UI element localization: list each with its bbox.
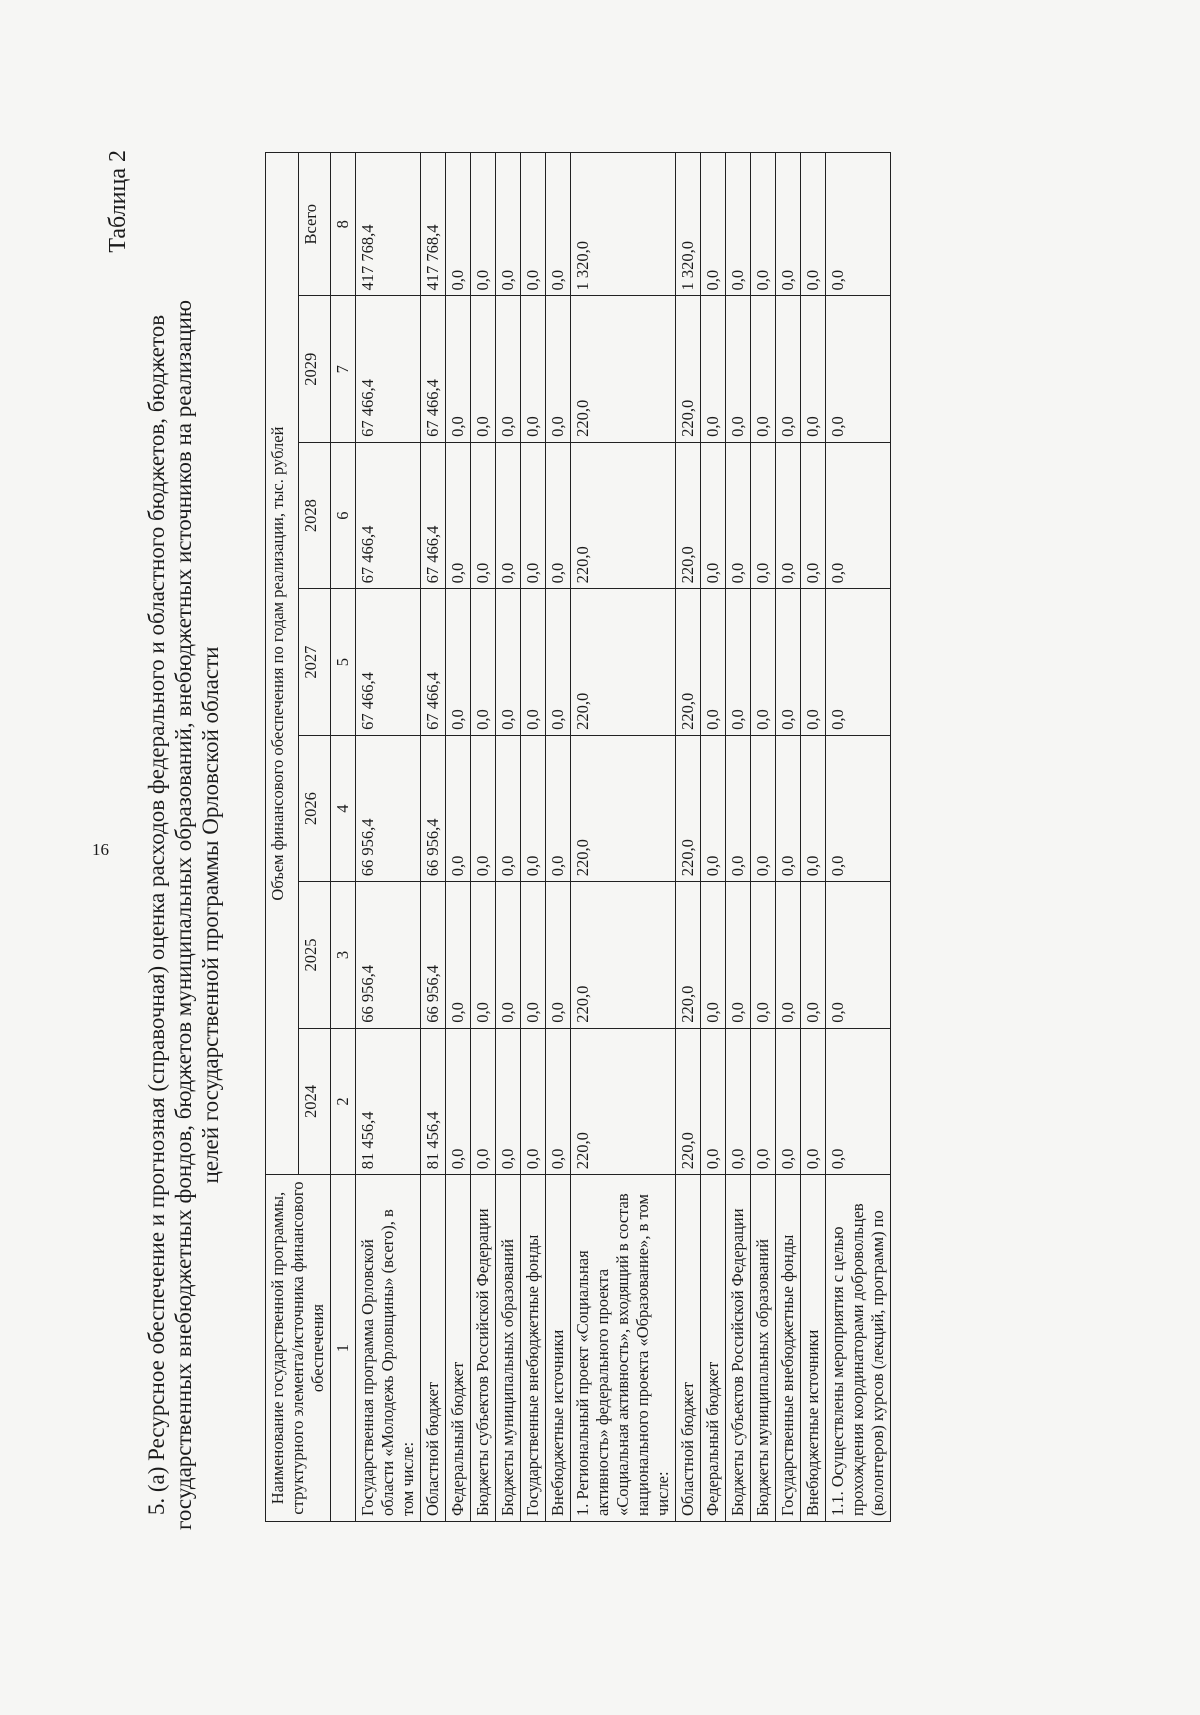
total-header: Всего: [298, 153, 331, 296]
table-row: [571, 153, 676, 1522]
row-total: 1 320,0: [571, 153, 676, 296]
row-name: Областной бюджет: [676, 1175, 701, 1522]
row-value: 0,0: [726, 442, 751, 588]
row-value: 220,0: [676, 882, 701, 1028]
row-value: 0,0: [701, 589, 726, 735]
row-name: Государственные внебюджетные фонды: [521, 1175, 546, 1522]
row-value: 0,0: [776, 1028, 801, 1174]
table-row: [751, 153, 776, 1522]
row-value: 0,0: [701, 442, 726, 588]
row-total: 417 768,4: [356, 153, 421, 296]
table-row: [446, 153, 471, 1522]
financing-group-header: Объем финансового обеспечения по годам реализации, тыс. рублей: [266, 153, 299, 1175]
row-value: 67 466,4: [421, 296, 446, 442]
row-value: 0,0: [826, 882, 891, 1028]
year-header: 2028: [298, 442, 331, 588]
row-value: 0,0: [826, 735, 891, 881]
row-value: 220,0: [571, 296, 676, 442]
row-value: 66 956,4: [356, 882, 421, 1028]
table-row: [421, 153, 446, 1522]
row-value: 0,0: [446, 735, 471, 881]
row-value: 0,0: [801, 735, 826, 881]
row-value: 0,0: [546, 296, 571, 442]
resource-table: [265, 152, 891, 1522]
row-value: 0,0: [446, 882, 471, 1028]
row-total: 1 320,0: [676, 153, 701, 296]
row-value: 0,0: [776, 589, 801, 735]
row-value: 0,0: [751, 1028, 776, 1174]
row-value: 0,0: [751, 296, 776, 442]
row-value: 0,0: [446, 1028, 471, 1174]
row-value: 0,0: [471, 589, 496, 735]
row-name: Бюджеты муниципальных образований: [751, 1175, 776, 1522]
year-header: 2025: [298, 882, 331, 1028]
row-name: Федеральный бюджет: [701, 1175, 726, 1522]
row-value: 0,0: [701, 1028, 726, 1174]
row-value: 0,0: [826, 1028, 891, 1174]
row-value: 0,0: [521, 589, 546, 735]
row-value: 0,0: [726, 296, 751, 442]
row-value: 0,0: [801, 589, 826, 735]
row-value: 220,0: [676, 1028, 701, 1174]
row-value: 0,0: [546, 589, 571, 735]
row-total: 0,0: [701, 153, 726, 296]
row-value: 66 956,4: [421, 735, 446, 881]
table-row: [546, 153, 571, 1522]
row-name: Внебюджетные источники: [801, 1175, 826, 1522]
row-value: 0,0: [776, 735, 801, 881]
row-value: 67 466,4: [356, 296, 421, 442]
row-value: 0,0: [826, 296, 891, 442]
year-header: 2026: [298, 735, 331, 881]
row-total: 417 768,4: [421, 153, 446, 296]
header-row-group: [266, 153, 299, 1522]
row-total: 0,0: [826, 153, 891, 296]
row-value: 0,0: [701, 296, 726, 442]
row-value: 0,0: [546, 882, 571, 1028]
row-name: Федеральный бюджет: [446, 1175, 471, 1522]
row-value: 0,0: [446, 442, 471, 588]
row-total: 0,0: [446, 153, 471, 296]
row-name: Государственная программа Орловской области «Молодежь Орловщины» (всего), в том числе:: [356, 1175, 421, 1522]
row-value: 0,0: [726, 735, 751, 881]
row-value: 0,0: [801, 296, 826, 442]
row-value: 66 956,4: [356, 735, 421, 881]
row-value: 0,0: [521, 882, 546, 1028]
year-header: 2024: [298, 1028, 331, 1174]
row-total: 0,0: [801, 153, 826, 296]
year-header: 2029: [298, 296, 331, 442]
row-value: 66 956,4: [421, 882, 446, 1028]
row-value: 0,0: [521, 296, 546, 442]
row-value: 0,0: [751, 442, 776, 588]
row-value: 0,0: [471, 296, 496, 442]
row-value: 0,0: [496, 882, 521, 1028]
row-total: 0,0: [751, 153, 776, 296]
row-total: 0,0: [546, 153, 571, 296]
row-value: 0,0: [776, 442, 801, 588]
name-column-header: Наименование государственной программы, структурного элемента/источника финансового обеспечения: [266, 1175, 331, 1522]
table-row: [701, 153, 726, 1522]
table-label: Таблица 2: [105, 150, 131, 253]
row-value: 0,0: [776, 882, 801, 1028]
row-value: 81 456,4: [421, 1028, 446, 1174]
row-value: 0,0: [546, 735, 571, 881]
row-value: 0,0: [496, 296, 521, 442]
row-name: Бюджеты субъектов Российской Федерации: [726, 1175, 751, 1522]
table-row: [826, 153, 891, 1522]
row-value: 0,0: [726, 589, 751, 735]
row-value: 0,0: [471, 1028, 496, 1174]
table-row: [801, 153, 826, 1522]
row-value: 0,0: [751, 882, 776, 1028]
row-value: 67 466,4: [356, 442, 421, 588]
row-value: 0,0: [826, 442, 891, 588]
row-value: 220,0: [676, 296, 701, 442]
document-heading: 5. (а) Ресурсное обеспечение и прогнозная (справочная) оценка расходов федерального и областного бюджетов, бюджетов государственных внебюджетных фондов, бюджетов муниципальных образований, внебюджетных источников на реализацию целей государственной программы Орловской области: [144, 299, 223, 1531]
row-name: 1.1. Осуществлены мероприятия с целью прохождения координаторами добровольцев (волонтеров) курсов (лекций, программ) по: [826, 1175, 891, 1522]
row-value: 220,0: [676, 442, 701, 588]
row-total: 0,0: [776, 153, 801, 296]
row-value: 67 466,4: [421, 589, 446, 735]
row-total: 0,0: [521, 153, 546, 296]
row-value: 0,0: [726, 882, 751, 1028]
column-index: 7: [331, 296, 356, 442]
row-total: 0,0: [496, 153, 521, 296]
row-value: 0,0: [801, 442, 826, 588]
row-value: 0,0: [701, 882, 726, 1028]
row-value: 0,0: [751, 735, 776, 881]
row-value: 0,0: [801, 1028, 826, 1174]
year-header: 2027: [298, 589, 331, 735]
row-value: 67 466,4: [356, 589, 421, 735]
row-value: 0,0: [521, 735, 546, 881]
row-value: 0,0: [496, 1028, 521, 1174]
row-value: 220,0: [571, 1028, 676, 1174]
table-row: [521, 153, 546, 1522]
row-value: 0,0: [471, 735, 496, 881]
row-value: 0,0: [446, 296, 471, 442]
row-value: 0,0: [471, 882, 496, 1028]
row-name: Бюджеты муниципальных образований: [496, 1175, 521, 1522]
row-value: 220,0: [571, 589, 676, 735]
row-value: 0,0: [446, 589, 471, 735]
column-index: 5: [331, 589, 356, 735]
row-name: Бюджеты субъектов Российской Федерации: [471, 1175, 496, 1522]
table-row: [471, 153, 496, 1522]
row-value: 0,0: [726, 1028, 751, 1174]
column-index-row: [331, 153, 356, 1522]
row-value: 0,0: [776, 296, 801, 442]
row-value: 0,0: [701, 735, 726, 881]
table-row: [676, 153, 701, 1522]
row-name: 1. Региональный проект «Социальная активность» федерального проекта «Социальная активность», входящий в состав национального проекта «Образование», в том числе:: [571, 1175, 676, 1522]
row-total: 0,0: [726, 153, 751, 296]
page-number: 16: [92, 840, 109, 859]
row-value: 0,0: [826, 589, 891, 735]
column-index: 6: [331, 442, 356, 588]
row-value: 0,0: [471, 442, 496, 588]
row-value: 0,0: [496, 589, 521, 735]
row-total: 0,0: [471, 153, 496, 296]
row-value: 67 466,4: [421, 442, 446, 588]
row-name: Государственные внебюджетные фонды: [776, 1175, 801, 1522]
row-value: 220,0: [571, 882, 676, 1028]
row-value: 220,0: [676, 589, 701, 735]
column-index: 8: [331, 153, 356, 296]
row-value: 0,0: [546, 442, 571, 588]
row-value: 220,0: [676, 735, 701, 881]
column-index: 1: [331, 1175, 356, 1522]
row-name: Областной бюджет: [421, 1175, 446, 1522]
table-row: [356, 153, 421, 1522]
rotated-page-content: [95, 90, 1145, 1700]
row-value: 0,0: [496, 442, 521, 588]
row-value: 220,0: [571, 735, 676, 881]
row-value: 0,0: [521, 442, 546, 588]
row-value: 0,0: [546, 1028, 571, 1174]
row-value: 0,0: [751, 589, 776, 735]
row-value: 220,0: [571, 442, 676, 588]
row-value: 81 456,4: [356, 1028, 421, 1174]
column-index: 3: [331, 882, 356, 1028]
column-index: 4: [331, 735, 356, 881]
table-row: [496, 153, 521, 1522]
table-row: [776, 153, 801, 1522]
row-value: 0,0: [496, 735, 521, 881]
row-name: Внебюджетные источники: [546, 1175, 571, 1522]
row-value: 0,0: [521, 1028, 546, 1174]
row-value: 0,0: [801, 882, 826, 1028]
table-row: [726, 153, 751, 1522]
column-index: 2: [331, 1028, 356, 1174]
